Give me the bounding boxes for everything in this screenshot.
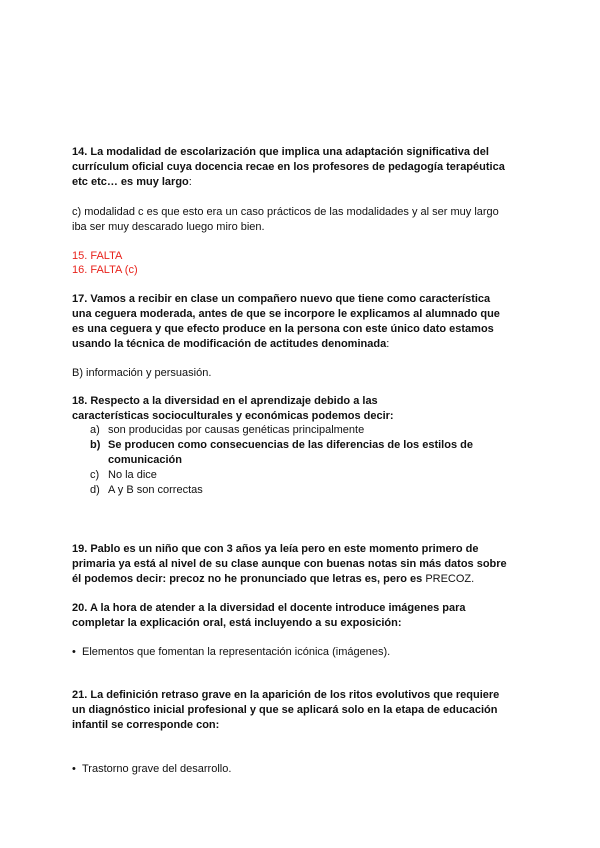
option-a-text: son producidas por causas genéticas principalmente <box>108 424 365 436</box>
question-20: 20. A la hora de atender a la diversidad el docente introduce imágenes para completar la explicación oral, está incluyendo a su exposición: <box>72 602 466 629</box>
question-19-text: 19. Pablo es un niño que con 3 años ya leía pero en este momento primero de primaria ya está al nivel de su clase aunque con buenas notas sin más datos sobre él podemos decir: precoz no he pronunciado que letras es, pero es <box>72 543 507 585</box>
option-c <box>72 468 492 483</box>
question-18: 18. Respecto a la diversidad en el aprendizaje debido a las características socioculturales y económicas podemos decir: <box>72 395 394 422</box>
option-a <box>72 423 492 438</box>
option-a-label: a) <box>90 424 100 436</box>
question-14-colon: : <box>188 176 192 188</box>
option-b-label: b) <box>90 439 101 451</box>
option-d-label: d) <box>90 484 100 496</box>
answer-20 <box>72 645 522 660</box>
question-17-text: 17. Vamos a recibir en clase un compañero nuevo que tiene como característica una ceguera moderada, antes de que se incorpore le explicamos al alumnado que es una ceguera y que efecto produce en la persona con este único dato estamos usando la técnica de modificación de actitudes denominada <box>72 293 500 350</box>
bullet-icon: • <box>72 646 76 658</box>
question-21: 21. La definición retraso grave en la aparición de los ritos evolutivos que requiere un diagnóstico inicial profesional y que se aplicará solo en la etapa de educación infantil se corresponde con: <box>72 689 500 731</box>
question-19 <box>72 542 512 587</box>
option-b <box>72 438 492 468</box>
question-14-text: 14. La modalidad de escolarización que implica una adaptación significativa del currículum oficial cuya docencia recae en los profesores de pedagogía terapéutica etc etc… es muy largo <box>72 146 505 188</box>
answer-14: c) modalidad c es que esto era un caso prácticos de las modalidades y al ser muy largo iba ser muy descarado luego miro bien. <box>72 206 499 233</box>
question-17 <box>72 292 512 352</box>
option-c-label: c) <box>90 469 100 481</box>
missing-15: 15. FALTA <box>72 250 123 262</box>
option-b-text: Se producen como consecuencias de las diferencias de los estilos de comunicación <box>108 439 473 466</box>
missing-16: 16. FALTA (c) <box>72 264 138 276</box>
answer-21 <box>72 762 522 777</box>
answer-21-text: Trastorno grave del desarrollo. <box>82 763 232 775</box>
option-d <box>72 483 492 498</box>
question-17-colon: : <box>386 338 390 350</box>
question-18-options <box>72 423 492 498</box>
option-d-text: A y B son correctas <box>108 484 203 496</box>
bullet-icon: • <box>72 763 76 775</box>
answer-17: B) información y persuasión. <box>72 367 212 379</box>
answer-19: PRECOZ. <box>425 573 475 585</box>
answer-20-text: Elementos que fomentan la representación icónica (imágenes). <box>82 646 391 658</box>
option-c-text: No la dice <box>108 469 157 481</box>
question-14 <box>72 145 512 190</box>
